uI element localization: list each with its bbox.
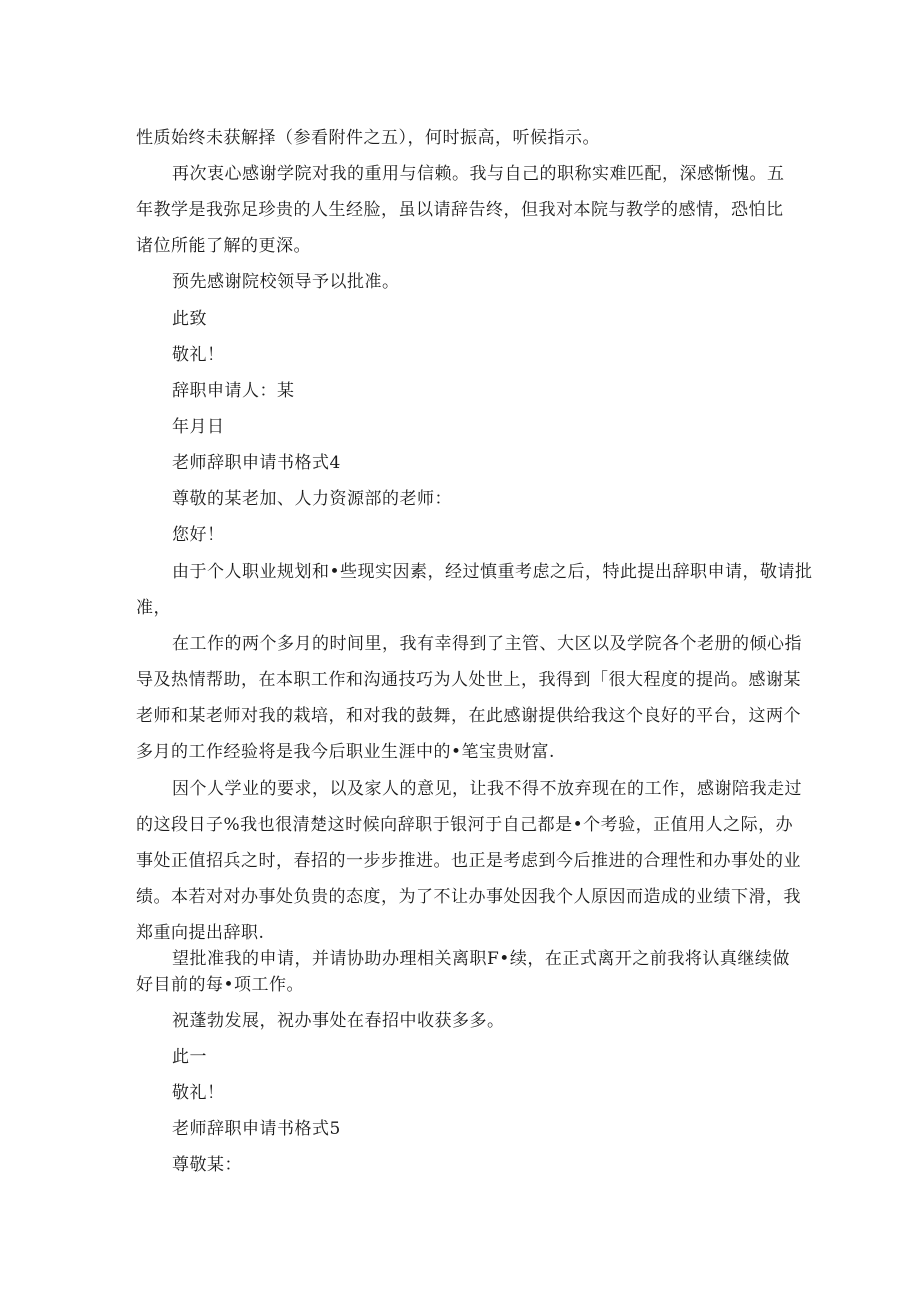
text-line: 敬礼！ bbox=[172, 345, 225, 365]
text-line: 尊敬某： bbox=[172, 1155, 242, 1175]
text-line: 诸位所能了解的更深。 bbox=[136, 236, 311, 256]
text-line: 准， bbox=[136, 598, 171, 618]
text-line: 多月的工作经验将是我今后职业生涯中的•笔宝贵财富. bbox=[136, 742, 555, 762]
section-heading: 老师辞职申请书格式5 bbox=[172, 1119, 341, 1139]
text-line: 敬礼！ bbox=[172, 1083, 225, 1103]
text-line: 年教学是我弥足珍贵的人生经脸，虽以请辞告终，但我对本院与教学的感情，恐怕比 bbox=[136, 200, 784, 220]
text-line: 您好！ bbox=[172, 525, 225, 545]
section-heading: 老师辞职申请书格式4 bbox=[172, 453, 341, 473]
text-line: 预先感谢院校领导予以批准。 bbox=[172, 272, 400, 292]
text-line: 性质始终未获解择（参看附件之五），何时振高，听候指示。 bbox=[136, 128, 600, 148]
text-line: 祝蓬勃发展，祝办事处在春招中收获多多。 bbox=[172, 1011, 505, 1031]
text-line: 望批准我的申请，并请协助办理相关离职F•续，在正式离开之前我将认真继续做 bbox=[172, 949, 790, 969]
text-line: 尊敬的某老加、人力资源部的老师： bbox=[172, 489, 452, 509]
text-line: 辞职申请人：某 bbox=[172, 381, 295, 401]
text-line: 好目前的每•项工作。 bbox=[136, 975, 305, 995]
text-line: 导及热情帮助，在本职工作和沟通技巧为人处世上，我得到「很大程度的提尚。感谢某 bbox=[136, 670, 801, 690]
text-line: 郑重向提出辞职. bbox=[136, 923, 265, 943]
text-line: 老师和某老师对我的栽培，和对我的鼓舞，在此感谢提供给我这个良好的平台，这两个 bbox=[136, 706, 801, 726]
text-line: 再次衷心感谢学院对我的重用与信赖。我与自己的职称实难匹配，深感惭愧。五 bbox=[172, 164, 785, 184]
text-line: 此一 bbox=[172, 1047, 207, 1067]
text-line: 绩。本若对对办事处负贵的态度，为了不让办事处因我个人原因而造成的业绩下滑，我 bbox=[136, 887, 801, 907]
text-line: 年月日 bbox=[172, 417, 225, 437]
text-line: 在工作的两个多月的时间里，我有幸得到了主管、大区以及学院各个老册的倾心指 bbox=[172, 634, 802, 654]
text-line: 此致 bbox=[172, 309, 207, 329]
text-line: 的这段日子%我也很清楚这时候向辞职于银河于自己都是•个考验，正值用人之际，办 bbox=[136, 815, 794, 835]
text-line: 由于个人职业规划和•些现实因素，经过慎重考虑之后，特此提出辞职申请，敬请批 bbox=[172, 562, 813, 582]
text-line: 事处正值招兵之时，春招的一步步推进。也正是考虑到今后推进的合理性和办事处的业 bbox=[136, 851, 801, 871]
text-line: 因个人学业的要求，以及家人的意见，让我不得不放弃现在的工作，感谢陪我走过 bbox=[172, 779, 802, 799]
